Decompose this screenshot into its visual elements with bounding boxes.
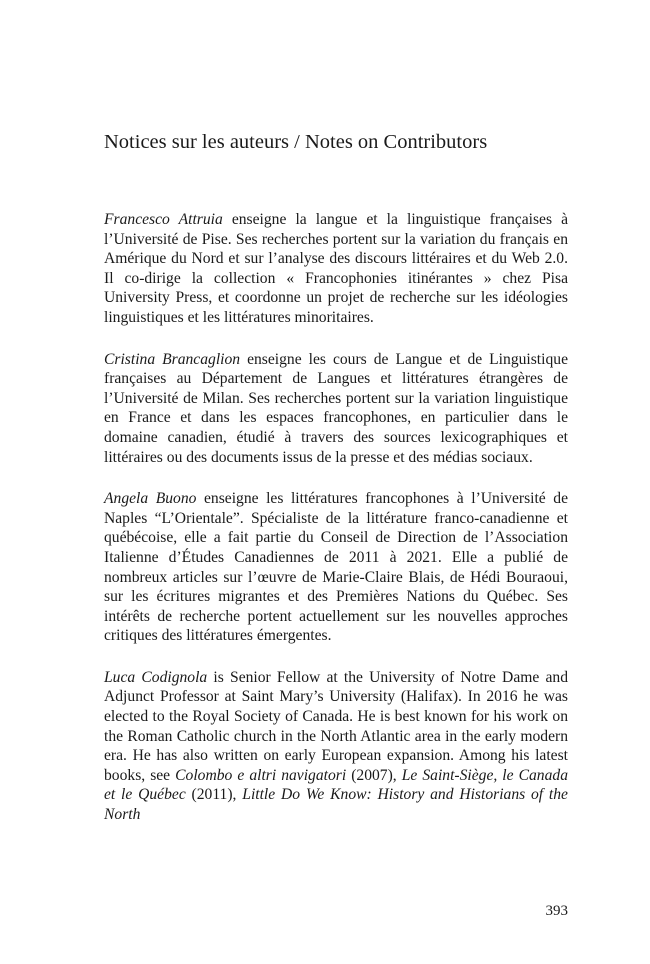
contributor-list xyxy=(104,210,568,847)
contributor-bio: enseigne les littératures francophones à l’Université de Naples “L’Orientale”. Spécialiste de la littérature franco-canadienne et québécoise, elle a fait partie du Conseil de Direction de l’Association Italienne d’Études Canadiennes de 2011 à 2021. Elle a publié de nombreux articles sur l’œuvre de Marie-Claire Blais, de Hédi Bouraoui, sur les écritures migrantes et des Premières Nations du Québec. Ses intérêts de recherche portent actuellement sur les nouvelles approches critiques des littératures émergentes. xyxy=(104,490,568,645)
document-page xyxy=(104,0,568,964)
contributor-bio: (2011), xyxy=(185,786,243,804)
contributor-bio: (2007), xyxy=(346,766,402,784)
book-title: Le Saint-Siège, le Canada et le Québec xyxy=(104,766,568,804)
page-number: 393 xyxy=(545,903,568,919)
page-heading: Notices sur les auteurs / Notes on Contributors xyxy=(104,131,488,153)
contributor-entry-codignola xyxy=(104,668,568,825)
book-title: Little Do We Know: History and Historians of the North xyxy=(104,786,568,824)
contributor-name: Angela Buono xyxy=(104,490,197,508)
contributor-name: Francesco Attruia xyxy=(104,211,223,228)
contributor-entry-brancaglion xyxy=(104,350,568,468)
contributor-entry-buono xyxy=(104,489,568,646)
contributor-entry-attruia xyxy=(104,210,568,328)
contributor-name: Cristina Brancaglion xyxy=(104,350,241,368)
contributor-bio: enseigne les cours de Langue et de Linguistique françaises au Département de Langues et littératures étrangères de l’Université de Milan. Ses recherches portent sur la variation linguistique en France et dans les espaces francophones, en particulier dans le domaine canadien, étudié à travers des sources lexicographiques et littéraires ou des documents issus de la presse et des médias sociaux. xyxy=(104,350,568,466)
book-title: Colombo e altri navigatori xyxy=(175,766,347,784)
contributor-name: Luca Codignola xyxy=(104,668,208,686)
contributor-bio: enseigne la langue et la linguistique françaises à l’Université de Pise. Ses recherches portent sur la variation du français en Amérique du Nord et sur l’analyse des discours littéraires et du Web 2.0. Il co-dirige la collection « Francophonies itinérantes » chez Pisa University Press, et coordonne un projet de recherche sur les idéologies linguistiques et les littératures minoritaires. xyxy=(104,211,568,326)
contributor-bio: is Senior Fellow at the University of Notre Dame and Adjunct Professor at Saint Mary’s University (Halifax). In 2016 he was elected to the Royal Society of Canada. He is best known for his work on the Roman Catholic church in the North Atlantic area in the early modern era. He has also written on early European expansion. Among his latest books, see xyxy=(104,668,568,784)
